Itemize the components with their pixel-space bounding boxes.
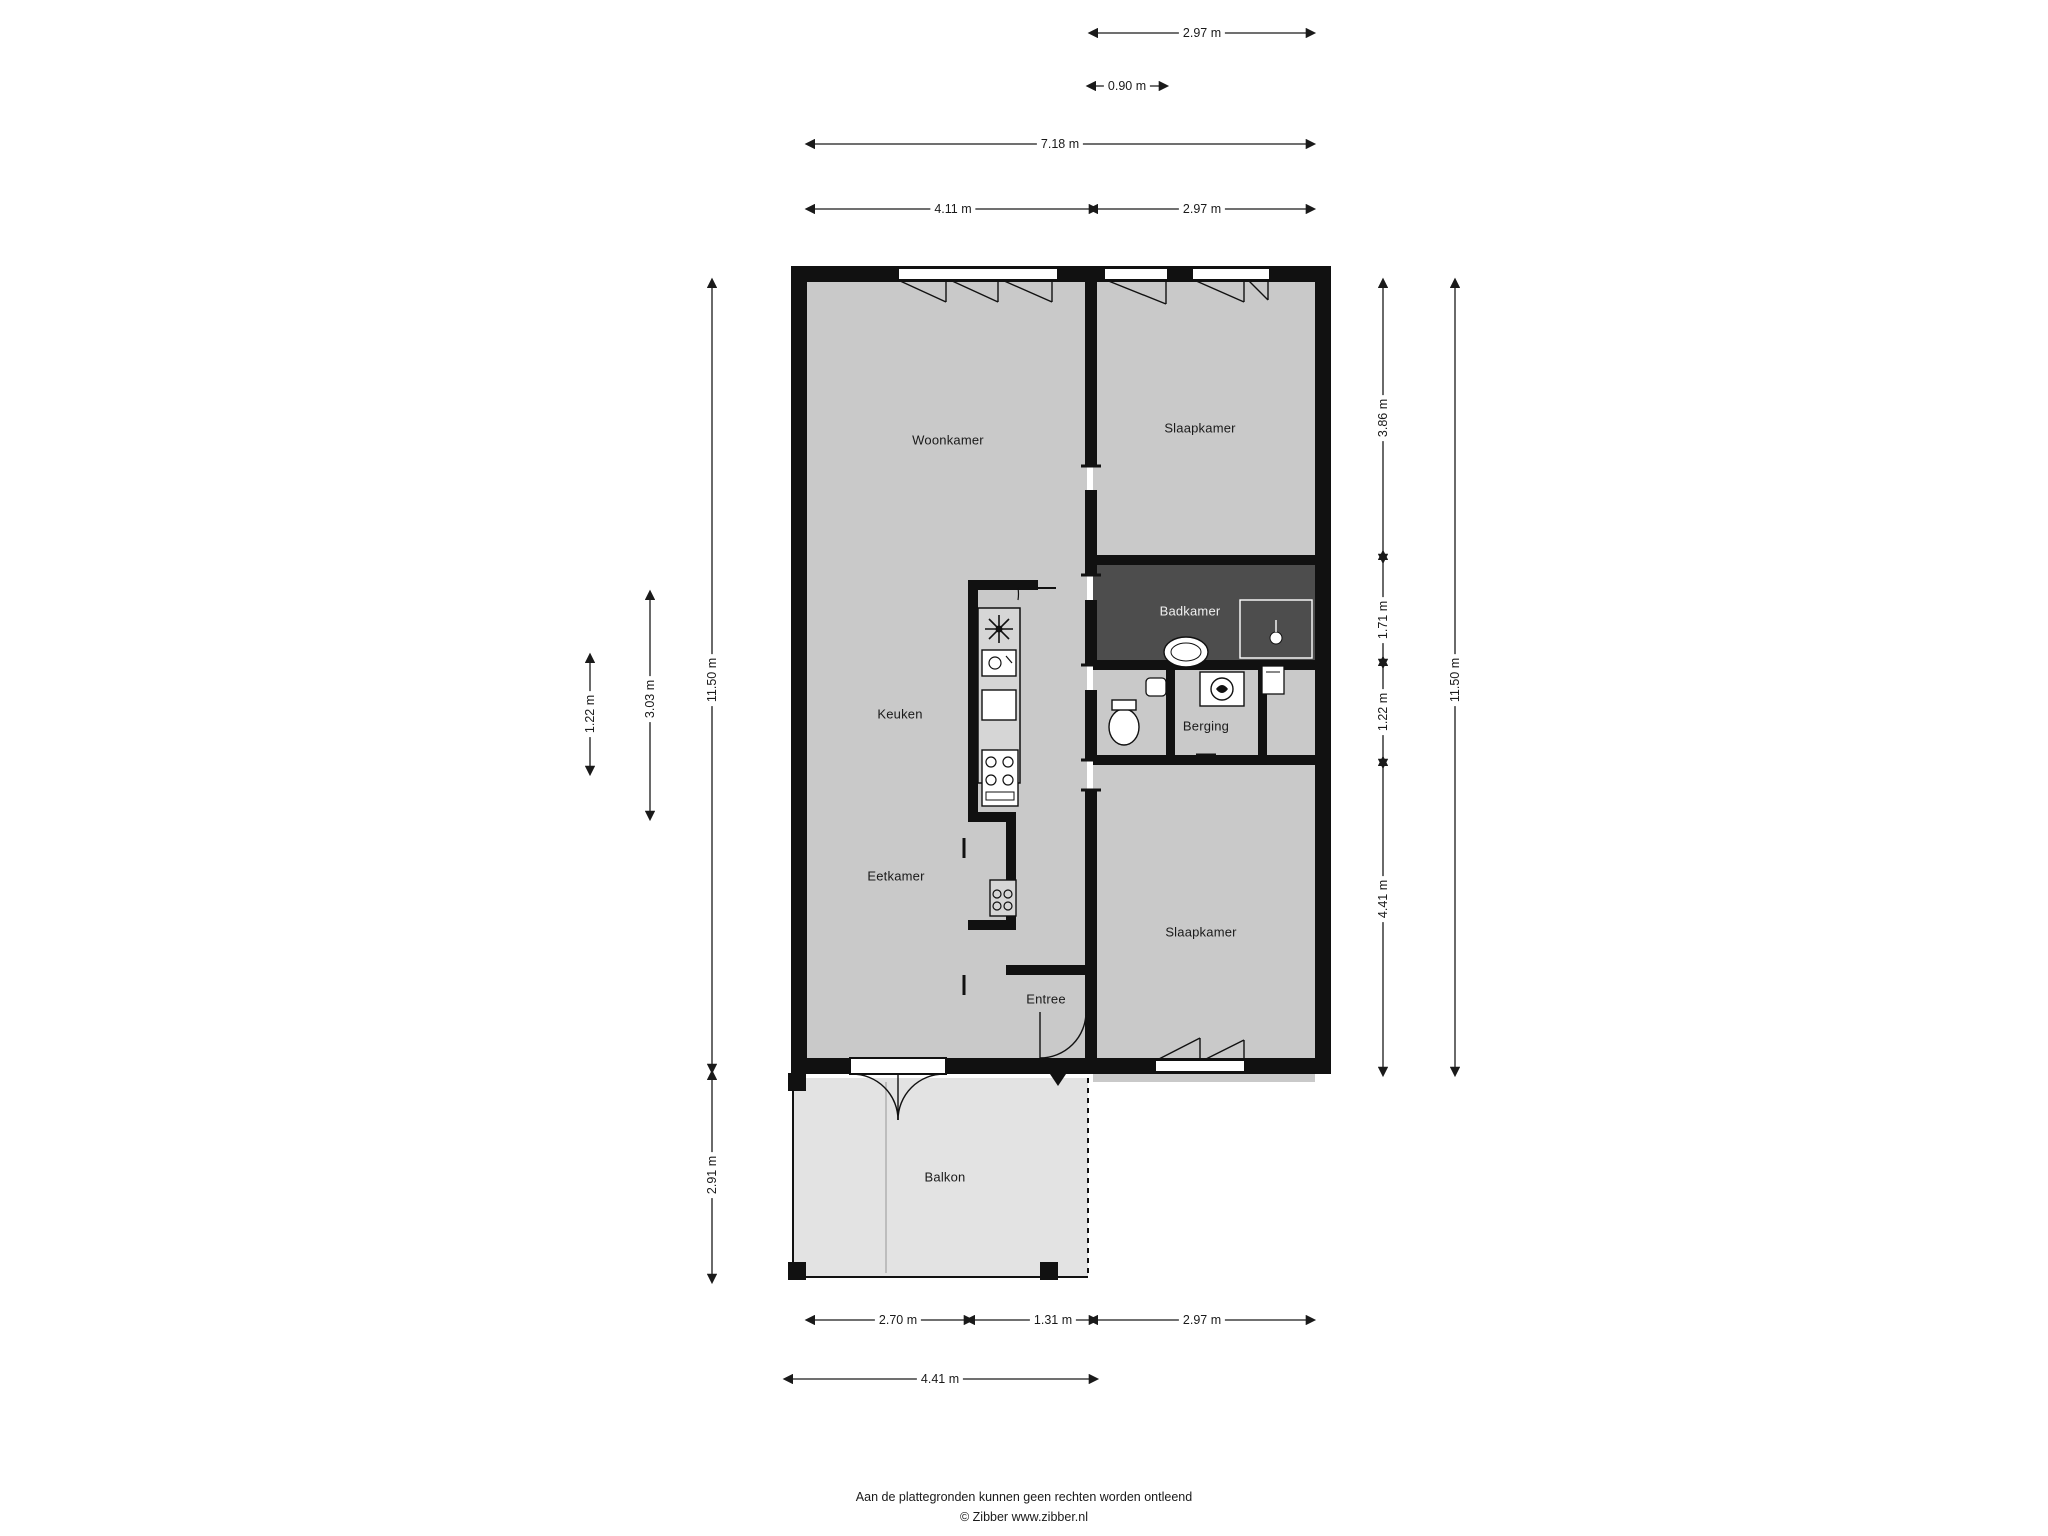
dimension-label-bottom-3: 2.97 m — [1179, 1313, 1225, 1327]
dimension-label-left-4: 2.91 m — [705, 1152, 719, 1198]
dimension-label-top-5: 2.97 m — [1179, 202, 1225, 216]
ceiling-fan-icon — [985, 615, 1013, 643]
toilet-icon — [1109, 700, 1139, 745]
dimension-label-left-2: 3.03 m — [643, 676, 657, 722]
room-label-slaapkamer-1: Slaapkamer — [1164, 420, 1236, 436]
room-label-slaapkamer-2: Slaapkamer — [1165, 924, 1237, 940]
disclaimer-text: Aan de plattegronden kunnen geen rechten worden ontleend — [855, 1490, 1193, 1504]
dimension-label-top-1: 2.97 m — [1179, 26, 1225, 40]
dimension-label-bottom-2: 1.31 m — [1030, 1313, 1076, 1327]
room-label-berging: Berging — [1182, 718, 1230, 734]
room-label-eetkamer: Eetkamer — [867, 868, 925, 884]
dimension-label-right-4: 4.41 m — [1376, 876, 1390, 922]
dimension-label-bottom-4: 4.41 m — [917, 1372, 963, 1386]
kitchen-sink-icon — [982, 650, 1016, 676]
dimension-label-top-3: 7.18 m — [1037, 137, 1083, 151]
room-label-badkamer: Badkamer — [1159, 603, 1221, 619]
dimension-label-top-4: 4.11 m — [930, 202, 975, 216]
dimension-label-left-3: 11.50 m — [705, 654, 719, 706]
room-label-entree: Entree — [1026, 991, 1066, 1007]
dimension-label-bottom-1: 2.70 m — [875, 1313, 921, 1327]
room-label-balkon: Balkon — [924, 1169, 966, 1185]
meter-cupboard-icon — [990, 880, 1016, 916]
dimension-label-right-1: 3.86 m — [1376, 395, 1390, 441]
dimension-label-left-1: 1.22 m — [583, 691, 597, 737]
dimension-label-right-3: 1.22 m — [1376, 689, 1390, 735]
dimension-label-right-5: 11.50 m — [1448, 654, 1462, 706]
room-label-woonkamer: Woonkamer — [912, 432, 984, 448]
copyright-text: © Zibber www.zibber.nl — [959, 1510, 1088, 1524]
dimension-label-top-2: 0.90 m — [1104, 79, 1150, 93]
kitchen-fixtures — [978, 608, 1020, 806]
dimension-label-right-2: 1.71 m — [1376, 597, 1390, 643]
room-label-keuken: Keuken — [877, 706, 923, 722]
cooktop-icon — [982, 750, 1018, 806]
